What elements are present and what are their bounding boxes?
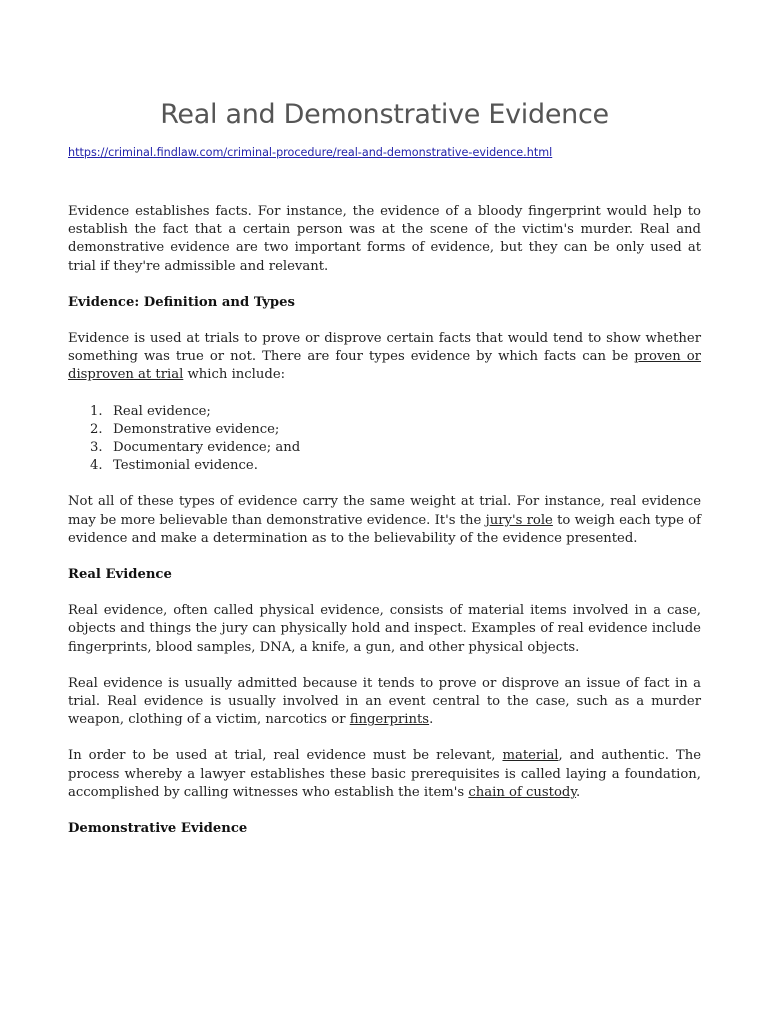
evidence-types-list bbox=[68, 403, 701, 476]
page-title: Real and Demonstrative Evidence bbox=[160, 99, 609, 130]
list-item-text: Documentary evidence; and bbox=[113, 440, 301, 456]
section-heading-real-evidence: Real Evidence bbox=[68, 567, 172, 583]
text-run: Not all of these types of evidence carry the same weight at trial. For instance, real evidence may be more believable than demonstrative evidence. It's the bbox=[68, 494, 701, 528]
intro-paragraph: Evidence establishes facts. For instance, the evidence of a bloody fingerprint would help to establish the fact that a certain person was at the scene of the victim's murder. Real and demonstrative evidence are two important forms of evidence, but they can be only used at trial if they're admissible and relevant. bbox=[68, 204, 701, 274]
real-evidence-paragraph-1: Real evidence, often called physical evidence, consists of material items involved in a case, objects and things the jury can physically hold and inspect. Examples of real evidence include fingerprints, blood samples, DNA, a knife, a gun, and other physical objects. bbox=[68, 603, 701, 655]
text-run: In order to be used at trial, real evidence must be relevant, bbox=[68, 748, 503, 764]
text-run: . bbox=[429, 712, 434, 728]
list-number: 4. bbox=[90, 458, 103, 474]
text-run: which include: bbox=[183, 367, 286, 383]
proven-or-disproven-link[interactable]: proven or disproven at trial bbox=[68, 349, 701, 383]
section-heading-definition-types: Evidence: Definition and Types bbox=[68, 294, 295, 310]
list-number: 3. bbox=[90, 440, 103, 456]
text-run: Evidence is used at trials to prove or disprove certain facts that would tend to show whether something was true or not. There are four types evidence by which facts can be bbox=[68, 331, 701, 365]
real-evidence-paragraph-2 bbox=[68, 675, 701, 730]
list-item bbox=[68, 457, 701, 475]
section-heading-demonstrative-evidence: Demonstrative Evidence bbox=[68, 821, 248, 837]
text-run: , and authentic. The process whereby a lawyer establishes these basic prerequisites is called laying a foundation, accomplished by calling witnesses who establish the item's bbox=[68, 748, 701, 800]
list-item-text: Testimonial evidence. bbox=[113, 458, 258, 474]
fingerprints-link[interactable]: fingerprints bbox=[349, 712, 430, 728]
list-item-text: Demonstrative evidence; bbox=[113, 421, 280, 437]
real-evidence-paragraph-3 bbox=[68, 747, 701, 802]
list-item bbox=[68, 439, 701, 457]
source-url-link[interactable]: https://criminal.findlaw.com/criminal-procedure/real-and-demonstrative-evidence.html bbox=[68, 146, 553, 159]
chain-of-custody-link[interactable]: chain of custody bbox=[468, 784, 577, 800]
text-run: to weigh each type of evidence and make a determination as to the believability of the evidence presented. bbox=[68, 512, 701, 546]
list-item-text: Real evidence; bbox=[113, 403, 211, 419]
list-number: 2. bbox=[90, 421, 103, 437]
list-item bbox=[68, 403, 701, 421]
weight-paragraph bbox=[68, 493, 701, 548]
material-link[interactable]: material bbox=[502, 748, 559, 764]
jurys-role-link[interactable]: jury's role bbox=[485, 512, 553, 528]
text-run: . bbox=[576, 784, 581, 800]
text-run: Real evidence is usually admitted because it tends to prove or disprove an issue of fact in a trial. Real evidence is usually involved in an event central to the case, such as a murder weapon, clothing of a victim, narcotics or bbox=[68, 675, 701, 728]
list-number: 1. bbox=[90, 403, 103, 419]
types-paragraph bbox=[68, 330, 701, 385]
list-item bbox=[68, 421, 701, 439]
